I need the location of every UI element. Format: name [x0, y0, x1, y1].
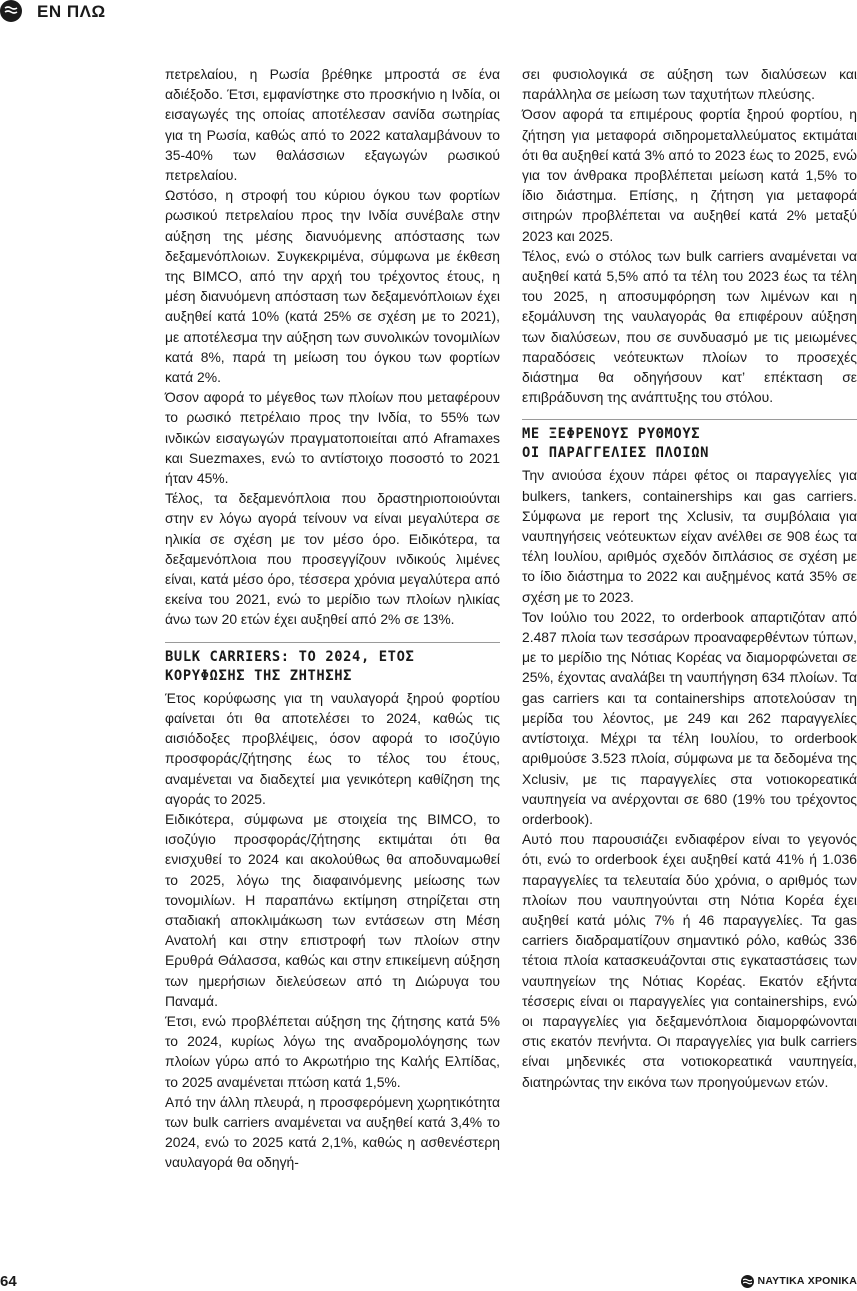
page-number: 64 — [0, 1273, 17, 1290]
body-paragraph: Από την άλλη πλευρά, η προσφερόμενη χωρητικότητα των bulk carriers αναμένεται να αυξηθεί κατά 3,4% το 2024, ενώ το 2025 κατά 2,1%, καθώς η ασθενέστερη ναυλαγορά θα οδηγή- — [165, 1093, 500, 1171]
body-paragraph: Τέλος, τα δεξαμενόπλοια που δραστηριοποιούνται στην εν λόγω αγορά τείνουν να είναι μεγαλύτερα σε ηλικία σε σχέση με τον μέσο όρο. Ειδικότερα, τα δεξαμενόπλοια που προσεγγίζουν ινδικούς λιμένες είναι, κατά μέσο όρο, τέσσερα χρόνια μεγαλύτερα από εκείνα του 2021, ενώ το μερίδιο των πλοίων ηλικίας άνω των 20 ετών έχει αυξηθεί από 2% σε 13%. — [165, 490, 500, 628]
body-paragraph: Τον Ιούλιο του 2022, το orderbook απαρτιζόταν από 2.487 πλοία των τεσσάρων προαναφερθέντων τύπων, με το μερίδιο της Νότιας Κορέας να διαμορφώνεται σε 25%, έχοντας αναλάβει τη ναυπήγηση 634 πλοίων. Τα gas carriers και τα containerships αποτελούσαν τη μερίδα του λέοντος, με 249 και 262 παραγγελίες αντίστοιχα. Μέχρι τα τέλη Ιουλίου, το orderbook αριθμούσε 3.523 πλοία, σύμφωνα με τα δεδομένα της Xclusiv, με τις παραγγελίες στα νοτιοκορεατικά ναυπηγεία να ανέρχονται σε 680 (19% του τρέχοντος orderbook). — [522, 608, 857, 827]
body-paragraph: Τέλος, ενώ ο στόλος των bulk carriers αναμένεται να αυξηθεί κατά 5,5% από τα τέλη του 2023 έως τα τέλη του 2025, η αποσυμφόρηση των λιμένων και η εξομάλυνση της ναυλαγοράς θα επιφέρουν αύξηση των διαλύσεων, που σε συνδυασμό με τις μειωμένες παραδόσεις νεότευκτων πλοίων το προσεχές διάστημα θα οδηγήσουν κατ’ επέκταση σε επιβράδυνση της ανάπτυξης του στόλου. — [522, 247, 857, 406]
body-paragraph: Ειδικότερα, σύμφωνα με στοιχεία της BIMCO, το ισοζύγιο προσφοράς/ζήτησης εκτιμάται ότι θα ενισχυθεί το 2024 και ακολούθως θα αποδυναμωθεί το 2025, λόγω της διαφαινόμενης μείωσης των τονομιλίων. Η παραπάνω εκτίμηση στηρίζεται στη σταδιακή αποκλιμάκωση των εντάσεων στη Μέση Ανατολή και στην επιστροφή των πλοίων στην Ερυθρά Θάλασσα, καθώς και στην επικείμενη αύξηση των ημερήσιων διελεύσεων από τη Διώρυγα του Παναμά. — [165, 810, 500, 1009]
section-title: ΕΝ ΠΛΩ — [37, 2, 106, 21]
publication-brand — [741, 1274, 857, 1288]
body-paragraph: Ωστόσο, η στροφή του κύριου όγκου των φορτίων ρωσικού πετρελαίου προς την Ινδία συνέβαλε στην αύξηση της μέσης διανυόμενης απόστασης των δεξαμενόπλοιων. Συγκεκριμένα, σύμφωνα με έκθεση της BIMCO, από την αρχή του τρέχοντος έτους, η μέση διανυόμενη απόσταση των δεξαμενόπλοιων έχει αυξηθεί κατά 10% (κατά 25% σε σχέση με το 2021), με αποτέλεσμα την αύξηση των συνολικών τονομιλίων κατά 8%, παρά τη μείωση του όγκου των φορτίων κατά 2%. — [165, 187, 500, 386]
section-heading-bulk-carriers — [165, 648, 500, 686]
body-paragraph: σει φυσιολογικά σε αύξηση των διαλύσεων και παράλληλα σε μείωση των ταχυτήτων πλεύσης. — [522, 66, 857, 103]
section-divider — [165, 642, 500, 643]
body-paragraph: Όσον αφορά τα επιμέρους φορτία ξηρού φορτίου, η ζήτηση για μεταφορά σιδηρομεταλλεύματος εκτιμάται ότι θα αυξηθεί κατά 3% από το 2023 έως το 2025, ενώ για τον άνθρακα προβλέπεται μείωση κατά 1,5% το ίδιο διάστημα. Επίσης, η ζήτηση για μεταφορά σιτηρών προβλέπεται να αυξηθεί κατά 2% μεταξύ 2023 και 2025. — [522, 106, 857, 244]
heading-line: ΟΙ ΠΑΡΑΓΓΕΛΙΕΣ ΠΛΟΙΩΝ — [522, 445, 710, 462]
section-heading-orders — [522, 425, 857, 463]
heading-line: ΜΕ ΞΕΦΡΕΝΟΥΣ ΡΥΘΜΟΥΣ — [522, 426, 701, 443]
body-paragraph: Την ανιούσα έχουν πάρει φέτος οι παραγγελίες για bulkers, tankers, containerships και gas carriers. Σύμφωνα με report της Xclusiv, τα συμβόλαια για ναυπηγήσεις νεότευκτων είχαν ανέλθει σε 908 έως τα τέλη Ιουλίου, αριθμός σχεδόν διπλάσιος σε σχέση με το ίδιο διάστημα το 2022 και αυξημένος κατά 35% σε σχέση με το 2023. — [522, 467, 857, 605]
publication-name: ΝΑΥΤΙΚΑ ΧΡΟΝΙΚΑ — [757, 1275, 857, 1287]
wave-icon — [4, 5, 18, 17]
body-paragraph: Έτσι, ενώ προβλέπεται αύξηση της ζήτησης κατά 5% το 2024, κυρίως λόγω της αναδρομολόγησης των πλοίων γύρω από το Ακρωτήριο της Καλής Ελπίδας, το 2025 αναμένεται πτώση κατά 1,5%. — [165, 1012, 500, 1090]
section-divider — [522, 419, 857, 420]
publication-logo-icon — [741, 1275, 754, 1288]
body-paragraph: Έτος κορύφωσης για τη ναυλαγορά ξηρού φορτίου φαίνεται ότι θα αποτελέσει το 2024, καθώς τις αισιόδοξες προβλέψεις, όσον αφορά το ισοζύγιο προσφοράς/ζήτησης έως το τέλος του έτους, αναμένεται να διαδεχτεί μια γενικότερη καθίζηση της αγοράς το 2025. — [165, 689, 500, 807]
heading-line: ΚΟΡΥΦΩΣΗΣ ΤΗΣ ΖΗΤΗΣΗΣ — [165, 667, 353, 684]
heading-line: BULK CARRIERS: ΤΟ 2024, ΕΤΟΣ — [165, 648, 415, 665]
body-paragraph: Αυτό που παρουσιάζει ενδιαφέρον είναι το γεγονός ότι, ενώ το orderbook έχει αυξηθεί κατά 41% ή 1.036 παραγγελίες τα τελευταία δύο χρόνια, ο αριθμός των πλοίων που ναυπηγούνται στη Νότια Κορέα έχει αυξηθεί κατά μόλις 7% ή 46 παραγγελίες. Τα gas carriers διαδραματίζουν σημαντικό ρόλο, καθώς 336 τέτοια πλοία κατασκευάζονται στις εγκαταστάσεις των ναυπηγείων της Νότιας Κορέας. Εκατόν εξήντα τέσσερις είναι οι παραγγελίες για containerships, ενώ οι παραγγελίες για δεξαμενόπλοια διαμορφώνονται στις εκατόν πενήντα. Οι παραγγελίες για bulk carriers είναι μηδενικές στα νοτιοκορεατικά ναυπηγεία, διατηρώντας την εικόνα των προηγούμενων ετών. — [522, 831, 857, 1090]
right-column — [522, 64, 857, 1092]
body-paragraph: Όσον αφορά το μέγεθος των πλοίων που μεταφέρουν το ρωσικό πετρέλαιο προς την Ινδία, το 55% των ινδικών εισαγωγών πραγματοποιείται από Aframaxes και Suezmaxes, ενώ το αντίστοιχο ποσοστό το 2021 ήταν 45%. — [165, 389, 500, 487]
section-badge — [0, 0, 22, 22]
left-column — [165, 64, 500, 1173]
body-paragraph: πετρελαίου, η Ρωσία βρέθηκε μπροστά σε ένα αδιέξοδο. Έτσι, εμφανίστηκε στο προσκήνιο η Ινδία, οι εισαγωγές της οποίας αποτέλεσαν σανίδα σωτηρίας για τη Ρωσία, καθώς από το 2022 καταλαμβάνουν το 35-40% των θαλάσσιων εξαγωγών ρωσικού πετρελαίου. — [165, 66, 500, 184]
